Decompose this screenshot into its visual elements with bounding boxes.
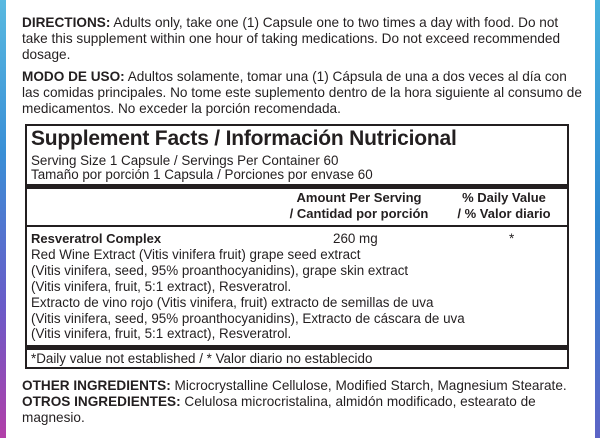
directions-label: DIRECTIONS: bbox=[22, 15, 111, 30]
thick-divider bbox=[27, 184, 567, 189]
ingredient-name: Resveratrol Complex bbox=[31, 231, 162, 246]
ingredient-amount: 260 mg bbox=[333, 231, 378, 246]
otros-ingredientes-text: Celulosa microcristalina, almidón modificado, estearato de magnesio. bbox=[22, 394, 536, 425]
modo-de-uso-paragraph bbox=[22, 69, 582, 117]
dv-header-line1: % Daily Value bbox=[462, 190, 546, 205]
supplement-facts-title: Supplement Facts / Información Nutricional bbox=[31, 127, 457, 150]
description-line: (Vitis vinifera, seed, 95% proanthocyanidins), Extracto de cáscara de uva bbox=[31, 310, 465, 326]
label-edge-right bbox=[595, 0, 600, 438]
serving-size-english: Serving Size 1 Capsule / Servings Per Container 60 bbox=[31, 153, 339, 168]
otros-ingredientes-label: OTROS INGREDIENTES: bbox=[22, 394, 181, 409]
supplement-facts-panel bbox=[25, 124, 569, 369]
dv-header-line2: / % Valor diario bbox=[457, 206, 551, 221]
directions-text: Adults only, take one (1) Capsule one to two times a day with food. Do not take this supplement within one hour of taking medications. Do not exceed recommended dosage. bbox=[22, 15, 561, 62]
footer-divider bbox=[27, 345, 567, 350]
ingredient-daily-value: * bbox=[509, 231, 515, 246]
serving-size-spanish: Tamaño por porción 1 Capsula / Porciones por envase 60 bbox=[31, 167, 373, 182]
modo-de-uso-text: Adultos solamente, tomar una (1) Cápsula de una a dos veces al día con las comidas principales. No tome este suplemento dentro de la hora siguiente al consumo de medicamentos. No exceder la porción recomendada. bbox=[22, 69, 582, 116]
label-edge-left bbox=[0, 0, 6, 438]
description-line: (Vitis vinifera, fruit, 5:1 extract), Resveratrol. bbox=[31, 278, 292, 294]
otros-ingredientes-paragraph bbox=[22, 394, 582, 426]
amount-header-line2: / Cantidad por porción bbox=[289, 206, 429, 221]
description-line: (Vitis vinifera, fruit, 5:1 extract), Resveratrol. bbox=[31, 326, 292, 342]
description-line: Extracto de vino rojo (Vitis vinifera, fruit) extracto de semillas de uva bbox=[31, 294, 434, 310]
modo-de-uso-label: MODO DE USO: bbox=[22, 69, 125, 84]
description-line: Red Wine Extract (Vitis vinifera fruit) grape seed extract bbox=[31, 247, 361, 262]
daily-value-header bbox=[445, 190, 563, 222]
other-ingredients-block bbox=[22, 378, 582, 426]
other-ingredients-label: OTHER INGREDIENTS: bbox=[22, 378, 171, 393]
other-ingredients-text: Microcrystalline Cellulose, Modified Starch, Magnesium Stearate. bbox=[170, 378, 567, 393]
directions-paragraph bbox=[22, 15, 582, 63]
amount-per-serving-header bbox=[285, 190, 433, 222]
description-line: (Vitis vinifera, seed, 95% proanthocyanidins), grape skin extract bbox=[31, 262, 409, 278]
header-divider bbox=[27, 225, 567, 227]
amount-header-line1: Amount Per Serving bbox=[296, 190, 422, 205]
other-ingredients-paragraph bbox=[22, 378, 582, 394]
daily-value-footnote: *Daily value not established / * Valor diario no establecido bbox=[31, 351, 373, 366]
ingredient-description bbox=[31, 247, 561, 342]
